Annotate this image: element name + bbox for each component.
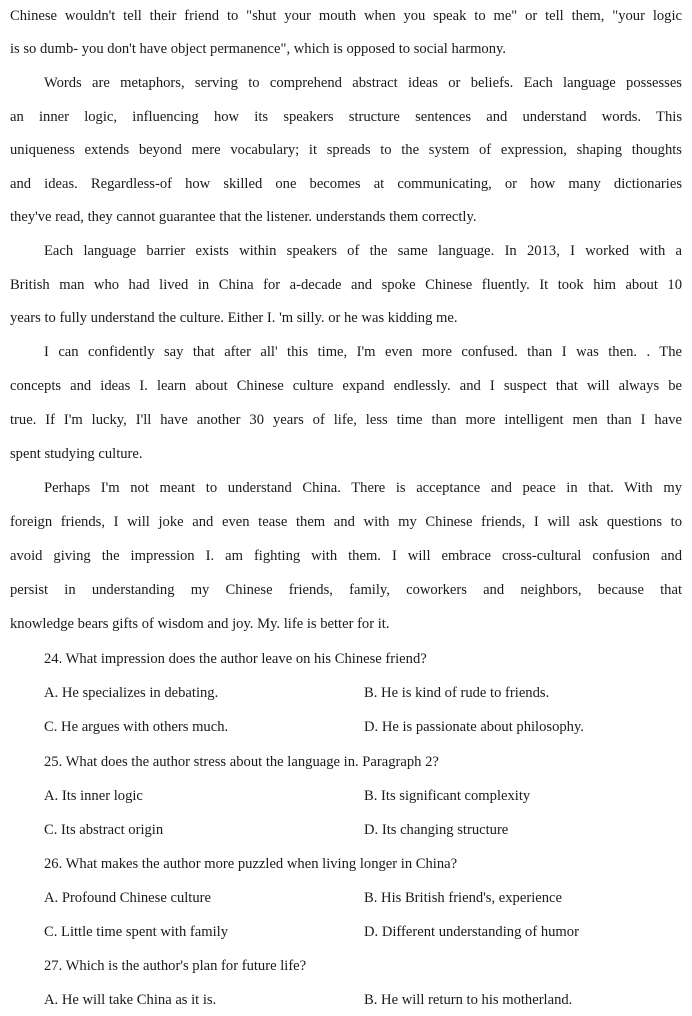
question-25-option-b[interactable]: B. Its significant complexity [364,788,531,804]
question-25-option-c[interactable]: C. Its abstract origin [44,822,164,838]
question-27-option-b[interactable]: B. He will return to his motherland. [364,992,573,1008]
paragraph-line: Words are metaphors, serving to comprehend abstract ideas or beliefs. Each language possesses [44,75,682,91]
paragraph-line: concepts and ideas I. learn about Chinese culture expand endlessly. and I suspect that will always be [10,378,682,394]
paragraph-line: they've read, they cannot guarantee that the listener. understands them correctly. [10,209,477,225]
paragraph-line: Each language barrier exists within speakers of the same language. In 2013, I worked with a [44,243,682,259]
question-25-stem: 25. What does the author stress about the language in. Paragraph 2? [44,754,439,770]
question-27-option-a[interactable]: A. He will take China as it is. [44,992,217,1008]
intro-line: Chinese wouldn't tell their friend to "shut your mouth when you speak to me" or tell them, "your logic [10,8,682,24]
paragraph-line: and ideas. Regardless-of how skilled one becomes at communicating, or how many dictionaries [10,176,682,192]
question-24-stem: 24. What impression does the author leave on his Chinese friend? [44,651,427,667]
paragraph-line: persist in understanding my Chinese friends, family, coworkers and neighbors, because that [10,582,682,598]
intro-line: is so dumb- you don't have object permanence", which is opposed to social harmony. [10,41,507,57]
paragraph-line: knowledge bears gifts of wisdom and joy. My. life is better for it. [10,616,390,632]
question-24-option-a[interactable]: A. He specializes in debating. [44,685,219,701]
question-24-option-c[interactable]: C. He argues with others much. [44,719,229,735]
paragraph-line: Perhaps I'm not meant to understand China. There is acceptance and peace in that. With my [44,480,682,496]
paragraph-line: uniqueness extends beyond mere vocabulary; it spreads to the system of expression, shaping thoughts [10,142,682,158]
paragraph-line: true. If I'm lucky, I'll have another 30 years of life, less time than more intelligent men than I have [10,412,682,428]
question-24-option-d[interactable]: D. He is passionate about philosophy. [364,719,584,735]
question-26-option-a[interactable]: A. Profound Chinese culture [44,890,211,906]
paragraph-line: years to fully understand the culture. Either I. 'm silly. or he was kidding me. [10,310,458,326]
paragraph-line: British man who had lived in China for a-decade and spoke Chinese fluently. It took him about 10 [10,277,682,293]
paragraph-line: foreign friends, I will joke and even tease them and with my Chinese friends, I will ask questions to [10,514,682,530]
question-26-option-b[interactable]: B. His British friend's, experience [364,890,562,906]
question-26-option-d[interactable]: D. Different understanding of humor [364,924,579,940]
paragraph-line: spent studying culture. [10,446,143,462]
question-26-stem: 26. What makes the author more puzzled when living longer in China? [44,856,458,872]
question-24-option-b[interactable]: B. He is kind of rude to friends. [364,685,550,701]
question-27-stem: 27. Which is the author's plan for future life? [44,958,307,974]
paragraph-line: avoid giving the impression I. am fighting with them. I will embrace cross-cultural confusion and [10,548,682,564]
paragraph-line: I can confidently say that after all' this time, I'm even more confused. than I was then. . The [44,344,682,360]
question-26-option-c[interactable]: C. Little time spent with family [44,924,229,940]
paragraph-line: an inner logic, influencing how its speakers structure sentences and understand words. This [10,109,682,125]
question-25-option-a[interactable]: A. Its inner logic [44,788,143,804]
question-25-option-d[interactable]: D. Its changing structure [364,822,509,838]
